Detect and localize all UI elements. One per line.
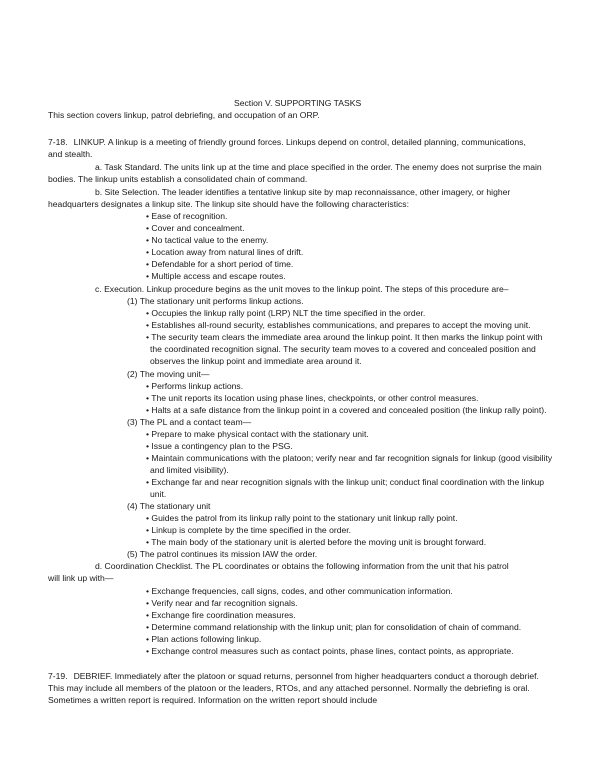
- bullet-item: • The unit reports its location using phase lines, checkpoints, or other control measures.: [146, 393, 479, 403]
- bullet-item: • Defendable for a short period of time.: [146, 259, 294, 269]
- bullet-item: • Exchange fire coordination measures.: [146, 610, 296, 620]
- bullet-continuation: and limited visibility).: [150, 465, 229, 475]
- site-selection-line: headquarters designates a linkup site. The linkup site should have the following characteristics:: [48, 199, 409, 209]
- step-heading: (1) The stationary unit performs linkup actions.: [127, 296, 304, 306]
- bullet-item: • Exchange far and near recognition signals with the linkup unit; conduct final coordination with the linkup: [146, 477, 545, 487]
- step-heading: (2) The moving unit—: [127, 369, 210, 379]
- execution-line: c. Execution. Linkup procedure begins as the unit moves to the linkup point. The steps of this procedure are–: [95, 284, 509, 294]
- paragraph-number: 7-18.: [48, 137, 68, 147]
- bullet-item: • Location away from natural lines of drift.: [146, 247, 304, 257]
- task-standard-line: a. Task Standard. The units link up at the time and place specified in the order. The enemy does not surprise the main: [95, 162, 542, 172]
- bullet-item: • Determine command relationship with the linkup unit; plan for consolidation of chain of command.: [146, 622, 522, 632]
- paragraph-line: and stealth.: [48, 149, 93, 159]
- section-intro: This section covers linkup, patrol debriefing, and occupation of an ORP.: [48, 110, 320, 120]
- bullet-continuation: unit.: [150, 489, 167, 499]
- task-standard-line: bodies. The linkup units establish a consolidated chain of command.: [48, 174, 308, 184]
- coordination-checklist-line: will link up with—: [48, 573, 114, 583]
- bullet-item: • Plan actions following linkup.: [146, 634, 262, 644]
- site-selection-line: b. Site Selection. The leader identifies a tentative linkup site by map reconnaissance, other imagery, or higher: [95, 187, 511, 197]
- bullet-item: • Performs linkup actions.: [146, 381, 244, 391]
- bullet-item: • Verify near and far recognition signals.: [146, 598, 298, 608]
- bullet-item: • Exchange frequencies, call signs, codes, and other communication information.: [146, 586, 453, 596]
- paragraph-text: LINKUP. A linkup is a meeting of friendly ground forces. Linkups depend on control, detailed planning, communications,: [73, 137, 526, 147]
- bullet-item: • Linkup is complete by the time specified in the order.: [146, 525, 352, 535]
- step-heading: (5) The patrol continues its mission IAW the order.: [127, 549, 318, 559]
- bullet-continuation: observes the linkup point and immediate area around it.: [150, 356, 362, 366]
- step-heading: (3) The PL and a contact team—: [127, 417, 252, 427]
- bullet-item: • The security team clears the immediate area around the linkup point. It then marks the linkup point with: [146, 332, 543, 342]
- section-title: Section V. SUPPORTING TASKS: [234, 98, 362, 108]
- bullet-item: • Ease of recognition.: [146, 211, 228, 221]
- bullet-item: • No tactical value to the enemy.: [146, 235, 269, 245]
- bullet-item: • Multiple access and escape routes.: [146, 271, 286, 281]
- bullet-item: • Issue a contingency plan to the PSG.: [146, 441, 293, 451]
- step-heading: (4) The stationary unit: [127, 501, 211, 511]
- paragraph-text: DEBRIEF. Immediately after the platoon or squad returns, personnel from higher headquarters conduct a thorough debrief.: [73, 671, 539, 681]
- bullet-item: • Guides the patrol from its linkup rally point to the stationary unit linkup rally point.: [146, 513, 458, 523]
- bullet-item: • Occupies the linkup rally point (LRP) NLT the time specified in the order.: [146, 308, 426, 318]
- paragraph-line: This may include all members of the platoon or the leaders, RTOs, and any attached personnel. Normally the debriefing is oral.: [48, 683, 530, 693]
- paragraph-7-18-first-line: [48, 137, 526, 148]
- coordination-checklist-line: d. Coordination Checklist. The PL coordinates or obtains the following information from the unit that his patrol: [95, 561, 509, 571]
- paragraph-7-19-first-line: [48, 671, 539, 682]
- bullet-item: • Exchange control measures such as contact points, phase lines, contact points, as appropriate.: [146, 646, 514, 656]
- bullet-item: • Prepare to make physical contact with the stationary unit.: [146, 429, 369, 439]
- bullet-item: • Establishes all-round security, establishes communications, and prepares to accept the moving unit.: [146, 320, 531, 330]
- bullet-continuation: the coordinated recognition signal. The security team moves to a covered and concealed position and: [150, 344, 536, 354]
- paragraph-line: Sometimes a written report is required. Information on the written report should include: [48, 695, 378, 705]
- bullet-item: • Maintain communications with the platoon; verify near and far recognition signals for linkup (good visibility: [146, 453, 553, 463]
- bullet-item: • Halts at a safe distance from the linkup point in a covered and concealed position (the linkup rally point).: [146, 405, 547, 415]
- bullet-item: • Cover and concealment.: [146, 223, 245, 233]
- paragraph-number: 7-19.: [48, 671, 68, 681]
- bullet-item: • The main body of the stationary unit is alerted before the moving unit is brought forward.: [146, 537, 487, 547]
